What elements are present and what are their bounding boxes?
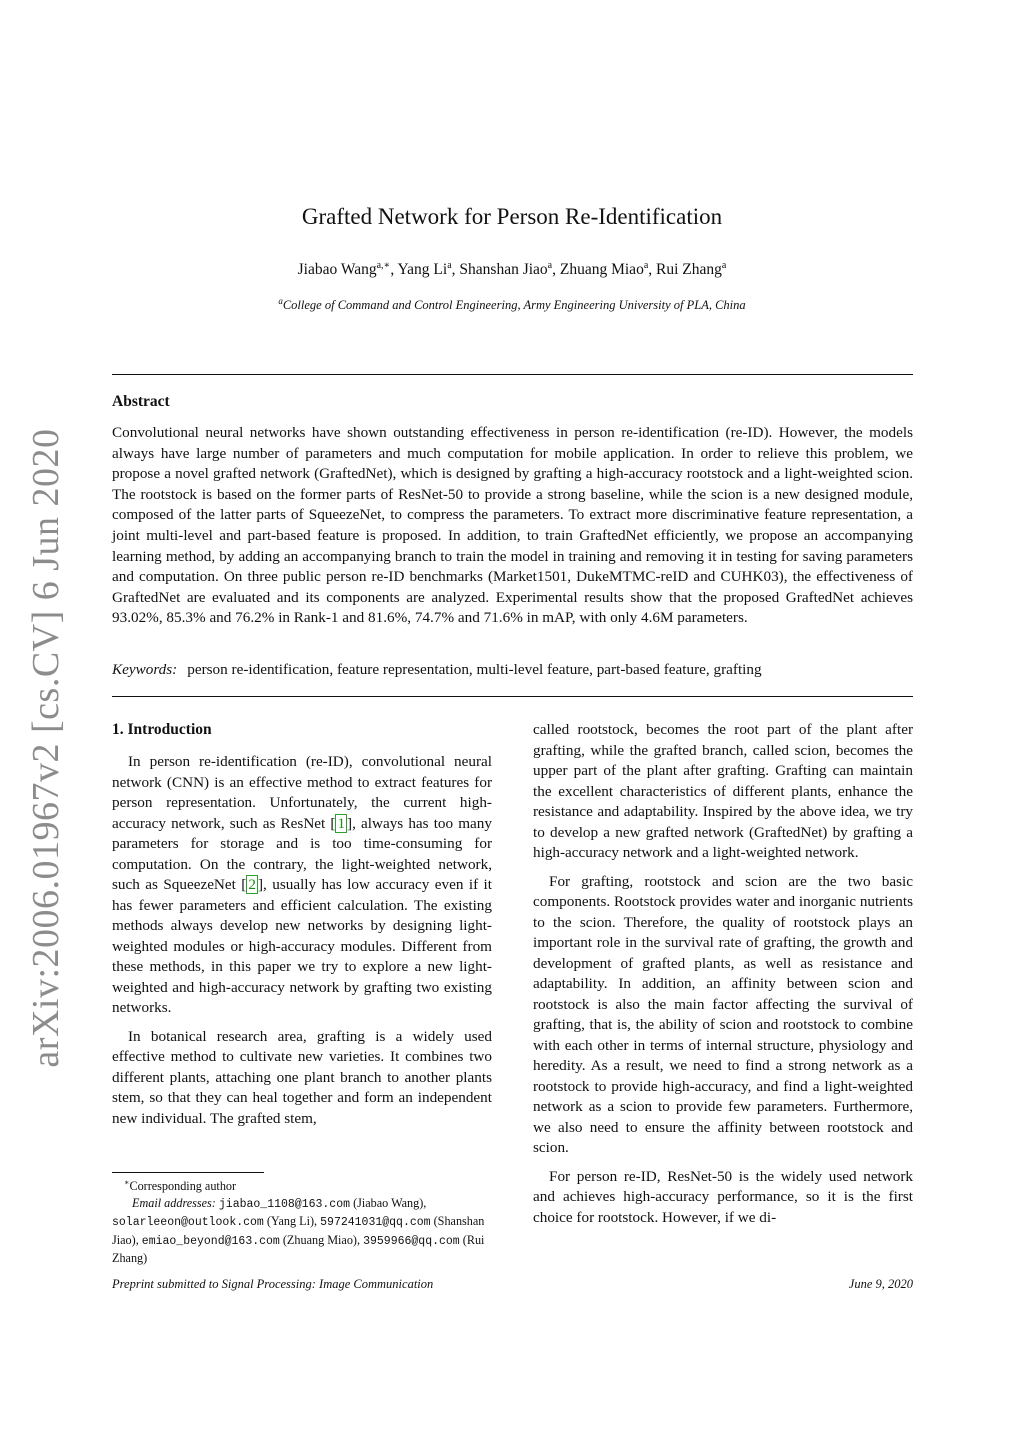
footnote-text: Corresponding author [129,1179,237,1193]
email-owner: (Jiabao Wang), [353,1195,427,1210]
email-owner: (Rui Zhang) [112,1232,485,1266]
email-link[interactable]: 3959966@qq.com [363,1234,460,1248]
footnote-rule [112,1172,264,1173]
email-owner: (Shanshan Jiao), [112,1214,485,1247]
section-heading-introduction: 1. Introduction [112,721,212,738]
text-run: , usually has low accuracy even if it has fewer parameters and efficient calculation. The existing methods always develop new networks by designing light-weighted modules or high-accuracy modules. Different from these methods, in this paper we try to explore a new light-weighted and high-accuracy network by grafting two existing networks. [112,876,492,1016]
abstract-heading: Abstract [112,393,170,410]
footer-venue: Preprint submitted to Signal Processing: Image Communication [112,1277,434,1291]
intro-paragraph-1: In person re-identification (re-ID), convolutional neural network (CNN) is an effective method to extract features for person representation. Unfortunately, the current high-accuracy network, such as ResNet [ 1 ], always has too many parameters for storage and is too time-consuming for computation. On the contrary, the light-weighted network, such as SqueezeNet [ 2 ], usually has low accuracy even if it has fewer parameters and efficient calculation. The existing methods always develop new networks by designing light-weighted modules or high-accuracy modules. Different from these methods, in this paper we try to explore a new light-weighted and high-accuracy network by grafting two existing networks. [112,753,492,1016]
left-column [112,720,492,1137]
citation-link[interactable]: 2 [248,876,256,893]
author-name: Rui Zhang [656,261,722,278]
email-link[interactable]: solarleeon@outlook.com [112,1216,264,1230]
email-link[interactable]: emiao_beyond@163.com [141,1234,280,1248]
email-owner: (Zhuang Miao), [282,1232,361,1247]
footnote-mark: ∗ [124,1178,130,1187]
corresponding-author-note [112,1178,492,1195]
keywords [112,660,913,680]
author-affil-mark: a,∗ [376,260,391,271]
author-name: Yang Li [397,261,448,278]
email-owner: (Yang Li), [266,1214,318,1229]
author-name: Shanshan Jiao [459,261,548,278]
email-link[interactable]: 597241031@qq.com [320,1216,431,1230]
email-label: Email addresses: [132,1195,216,1210]
intro-paragraph-5: For person re-ID, ResNet-50 is the widely used network and achieves high-accuracy performance, so it is the first choice for rootstock. However, if we di- [533,1167,913,1226]
footer-date: June 9, 2020 [848,1277,913,1291]
email-link[interactable]: jiabao_1108@163.com [218,1197,351,1211]
author-list: Jiabao Wang$^{a,∗}$, Yang Li$^a$, Shanshan Jiao$^a$, Zhuang Miao$^a$, Rui Zhang$^a$ [297,260,727,278]
abstract-text: Convolutional neural networks have shown outstanding effectiveness in person re-identification (re-ID). However, the models always have large number of parameters and much computation for mobile application. In order to relieve this problem, we propose a novel grafted network (GraftedNet), which is designed by grafting a high-accuracy rootstock and a light-weighted scion. The rootstock is based on the former parts of ResNet-50 to provide a strong baseline, while the scion is a new designed module, composed of the latter parts of SqueezeNet, to compress the parameters. To extract more discriminative feature representation, a joint multi-level and part-based feature is proposed. In addition, to train GraftedNet efficiently, we propose an accompanying learning method, by adding an accompanying branch to train the model in training and removing it in testing for saving parameters and computation. On three public person re-ID benchmarks (Market1501, DukeMTMC-reID and CUHK03), the effectiveness of GraftedNet are evaluated and its components are analyzed. Experimental results show that the proposed GraftedNet achieves 93.02%, 85.3% and 76.2% in Rank-1 and 81.6%, 74.7% and 71.6% in mAP, with only 4.6M parameters. [112,424,913,627]
keywords-text: person re-identification, feature representation, multi-level feature, part-based feature, grafting [187,661,762,678]
right-column [533,720,913,1236]
affiliation-text: College of Command and Control Engineering, Army Engineering University of PLA, China [282,298,746,312]
footnotes [112,1178,492,1267]
email-addresses [112,1195,492,1267]
author-affil-mark: a [643,260,649,271]
abstract-top-rule [112,374,913,375]
author-affil-mark: a [721,260,727,271]
arxiv-stamp: arXiv:2006.01967v2 [cs.CV] 6 Jun 2020 [25,428,67,1068]
intro-paragraph-2: In botanical research area, grafting is a widely used effective method to cultivate new varieties. It combines two different plants, attaching one plant branch to another plants stem, so that they can heal together and form an independent new individual. The grafted stem, [112,1027,492,1127]
abstract-bottom-rule [112,696,913,697]
author-name: Zhuang Miao [559,261,644,278]
author-affil-mark: a [547,260,553,271]
intro-paragraph-3: called rootstock, becomes the root part of the plant after grafting, while the grafted branch, called scion, becomes the upper part of the plant after grafting. Grafting can maintain the excellent characteristics of different plants, enhance the resistance and adaptability. Inspired by the above idea, we try to develop a new grafted network (GraftedNet) by grafting a high-accuracy network and a light-weighted network. [533,721,913,861]
text-run: In person re-identification (re-ID), convolutional neural network (CNN) is an effective method to extract features for person representation. Unfortunately, the current high-accuracy network, such as ResNet [112,753,492,832]
affiliation-mark: a [278,296,283,306]
text-run: , always has too many parameters for storage and is too time-consuming for computation. On the contrary, the light-weighted network, such as SqueezeNet [112,814,492,893]
affiliation [112,297,912,313]
author-affil-mark: a [447,260,452,271]
citation-link[interactable]: 1 [337,814,346,832]
paper-title: Grafted Network for Person Re-Identification [301,204,723,229]
intro-paragraph-4: For grafting, rootstock and scion are the two basic components. Rootstock provides water and inorganic nutrients to the scion. Therefore, the quality of rootstock plays an important role in the survival rate of grafting, the growth and development of grafted plants, as well as resistance and adaptability. In addition, an affinity between scion and rootstock is also the main factor affecting the survival of grafting, that is, the ability of scion and rootstock to combine with each other in terms of internal structure, physiology and heredity. As a result, we need to find a strong network as a rootstock to provide high-accuracy, and find a light-weighted network as a scion to provide few parameters. Furthermore, we also need to ensure the affinity between rootstock and scion. [533,872,913,1156]
keywords-label: Keywords: [112,661,178,678]
author-name: Jiabao Wang [297,261,377,278]
